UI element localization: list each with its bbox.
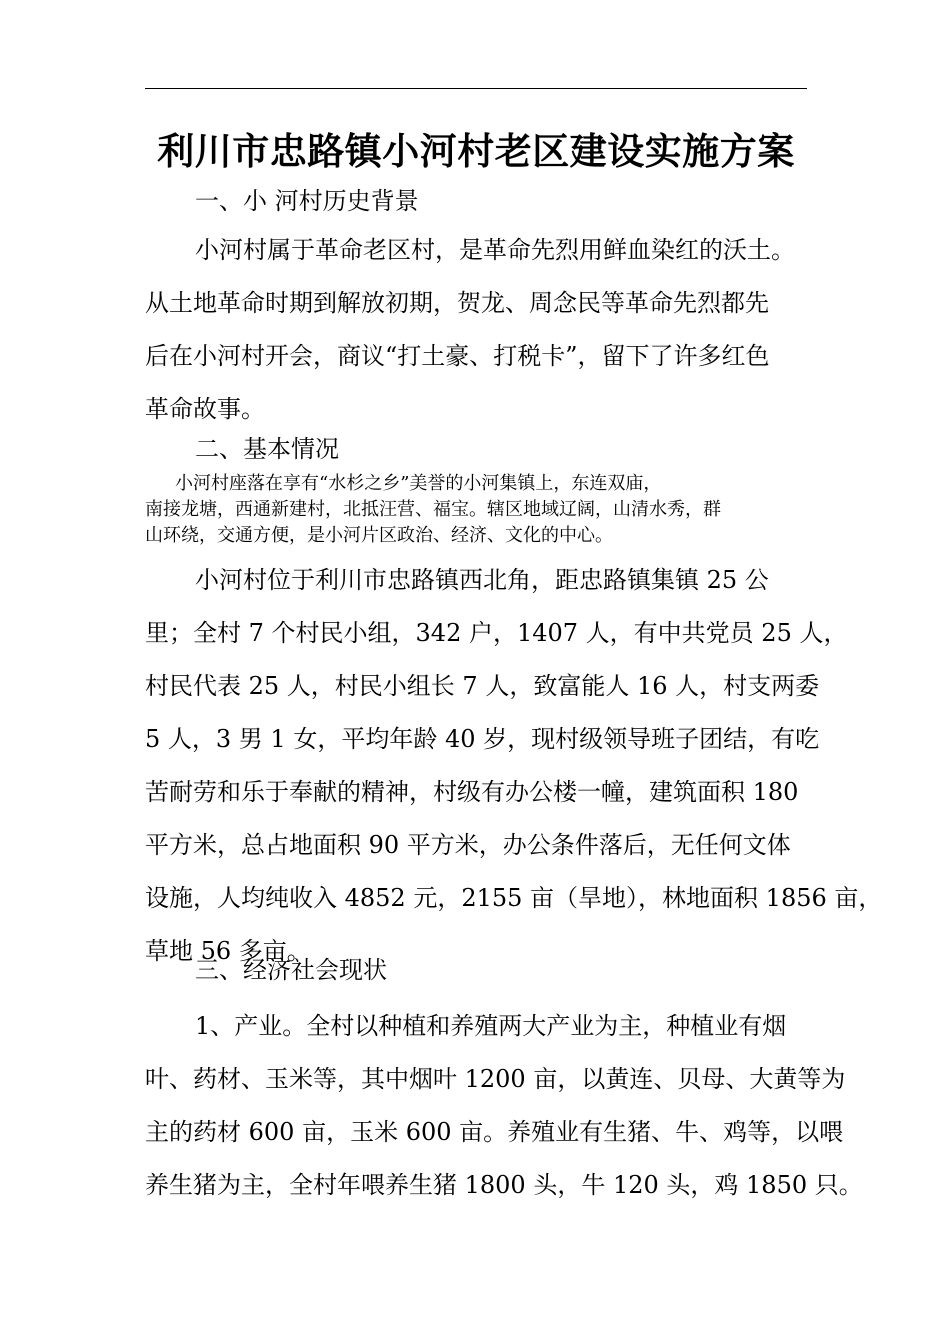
text-line: 后在小河村开会，商议“打土豪、打税卡”，留下了许多红色 xyxy=(145,342,770,370)
text-line: 主的药材 600 亩，玉米 600 亩。养殖业有生猪、牛、鸡等，以喂 xyxy=(145,1118,844,1146)
text-line: 养生猪为主，全村年喂养生猪 1800 头，牛 120 头，鸡 1850 只。 xyxy=(145,1171,863,1199)
paragraph-history xyxy=(145,224,835,436)
text-line: 叶、药材、玉米等，其中烟叶 1200 亩，以黄连、贝母、大黄等为 xyxy=(145,1065,846,1093)
text-line: 南接龙塘，西通新建村，北抵汪营、福宝。辖区地域辽阔，山清水秀，群 xyxy=(145,499,721,520)
text-line: 从土地革命时期到解放初期，贺龙、周念民等革命先烈都先 xyxy=(145,289,769,317)
text-line: 设施，人均纯收入 4852 元，2155 亩（旱地），林地面积 1856 亩， xyxy=(145,884,883,912)
text-line: 村民代表 25 人，村民小组长 7 人，致富能人 16 人，村支两委 xyxy=(145,672,820,700)
text-line: 草地 56 多亩。 xyxy=(145,937,311,965)
header-rule xyxy=(145,88,807,89)
text-line: 小河村位于利川市忠路镇西北角，距忠路镇集镇 25 公 xyxy=(195,566,769,594)
text-line: 5 人，3 男 1 女，平均年龄 40 岁，现村级领导班子团结，有吃 xyxy=(145,725,820,753)
text-line: 小河村属于革命老区村，是革命先烈用鲜血染红的沃土。 xyxy=(195,236,795,264)
document-title: 利川市忠路镇小河村老区建设实施方案 xyxy=(157,130,795,173)
paragraph-location xyxy=(145,471,825,549)
text-line: 小河村座落在享有“水杉之乡”美誉的小河集镇上，东连双庙， xyxy=(175,473,662,494)
text-line: 1、产业。全村以种植和养殖两大产业为主，种植业有烟 xyxy=(195,1012,787,1040)
section-heading-economy: 三、经济社会现状 xyxy=(195,956,387,984)
section-heading-basic: 二、基本情况 xyxy=(195,435,339,463)
text-line: 山环绕，交通方便，是小河片区政治、经济、文化的中心。 xyxy=(145,525,613,546)
text-line: 里；全村 7 个村民小组，342 户，1407 人，有中共党员 25 人， xyxy=(145,619,848,647)
text-line: 革命故事。 xyxy=(145,395,265,423)
section-heading-history: 一、小 河村历史背景 xyxy=(195,187,419,215)
paragraph-basic-info xyxy=(145,554,883,978)
text-line: 平方米，总占地面积 90 平方米，办公条件落后，无任何文体 xyxy=(145,831,791,859)
paragraph-industry xyxy=(145,1000,863,1212)
text-line: 苦耐劳和乐于奉献的精神，村级有办公楼一幢，建筑面积 180 xyxy=(145,778,799,806)
